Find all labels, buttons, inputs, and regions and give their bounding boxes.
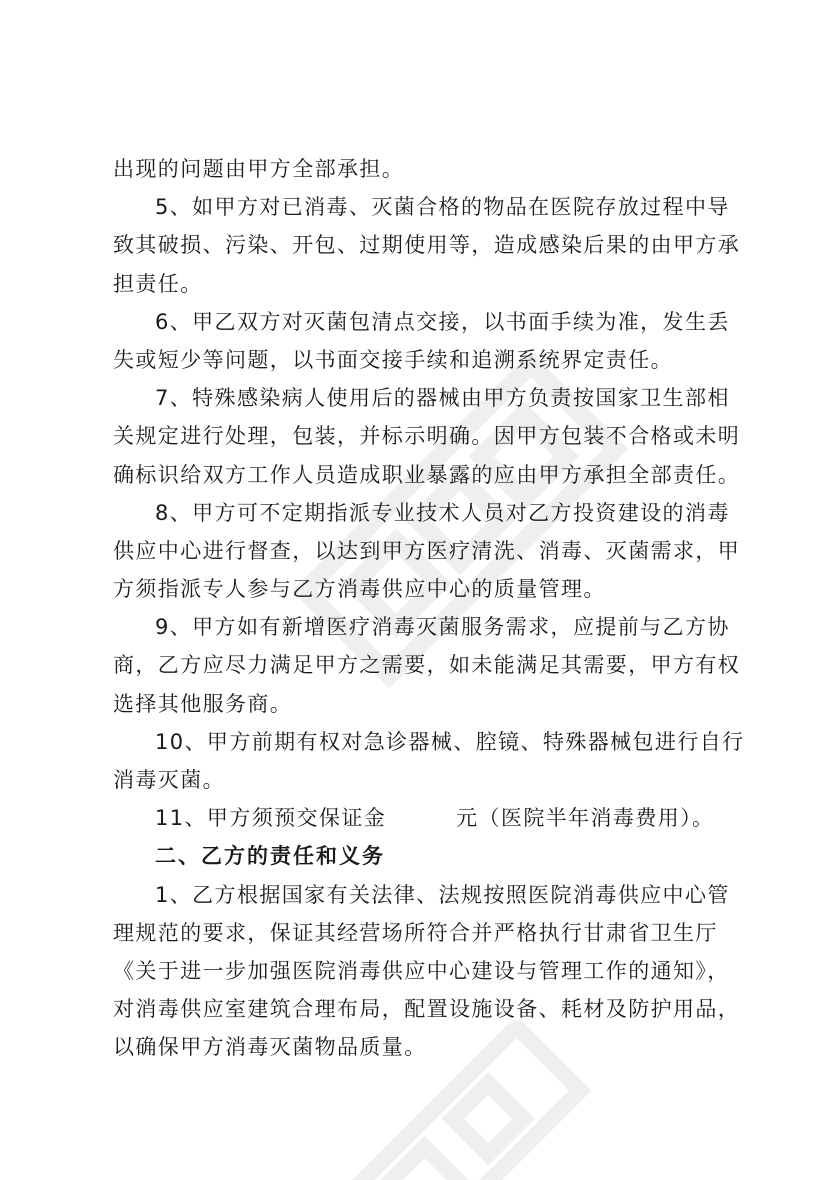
clause-7-line: 7、特殊感染病人使用后的器械由甲方负责按国家卫生部相 [155, 386, 730, 411]
text-line: 《关于进一步加强医院消毒供应中心建设与管理工作的通知》， [113, 958, 730, 983]
clause-9-line: 9、甲方如有新增医疗消毒灭菌服务需求，应提前与乙方协 [155, 615, 730, 640]
section-heading: 二、乙方的责任和义务 [155, 844, 385, 869]
text-line: 致其破损、污染、开包、过期使用等，造成感染后果的由甲方承 [113, 233, 741, 258]
clause-11-line [113, 799, 713, 837]
text-line: 关规定进行处理，包装，并标示明确。因甲方包装不合格或未明 [113, 424, 741, 449]
text-line: 以确保甲方消毒灭菌物品质量。 [113, 1035, 427, 1060]
clause-10-line: 10、甲方前期有权对急诊器械、腔镜、特殊器械包进行自行 [155, 729, 745, 754]
text-line: 失或短少等问题，以书面交接手续和追溯系统界定责任。 [113, 347, 673, 372]
text-line: 选择其他服务商。 [113, 691, 293, 716]
clause-8-line: 8、甲方可不定期指派专业技术人员对乙方投资建设的消毒 [155, 500, 730, 525]
clause-5-line: 5、如甲方对已消毒、灭菌合格的物品在医院存放过程中导 [155, 195, 730, 220]
deposit-suffix: 元（医院半年消毒费用）。 [456, 806, 715, 831]
text-line: 确标识给双方工作人员造成职业暴露的应由甲方承担全部责任。 [113, 462, 741, 487]
text-line: 消毒灭菌。 [113, 768, 225, 792]
text-line: 对消毒供应室建筑合理布局，配置设施设备、耗材及防护用品， [113, 997, 741, 1022]
text-line: 担责任。 [113, 271, 203, 296]
clause-6-line: 6、甲乙双方对灭菌包清点交接，以书面手续为准，发生丢 [155, 309, 730, 334]
document-body [113, 150, 745, 1067]
text-line: 方须指派专人参与乙方消毒供应中心的质量管理。 [113, 577, 606, 602]
text-line: 理规范的要求，保证其经营场所符合并严格执行甘肃省卫生厅 [113, 920, 718, 945]
deposit-prefix: 11、甲方须预交保证金 [155, 806, 387, 831]
text-line: 出现的问题由甲方全部承担。 [113, 157, 405, 181]
text-line: 供应中心进行督查，以达到甲方医疗清洗、消毒、灭菌需求，甲 [113, 538, 741, 563]
text-line: 商，乙方应尽力满足甲方之需要，如未能满足其需要，甲方有权 [113, 653, 741, 678]
section-clause-1-line: 1、乙方根据国家有关法律、法规按照医院消毒供应中心管 [155, 882, 730, 907]
